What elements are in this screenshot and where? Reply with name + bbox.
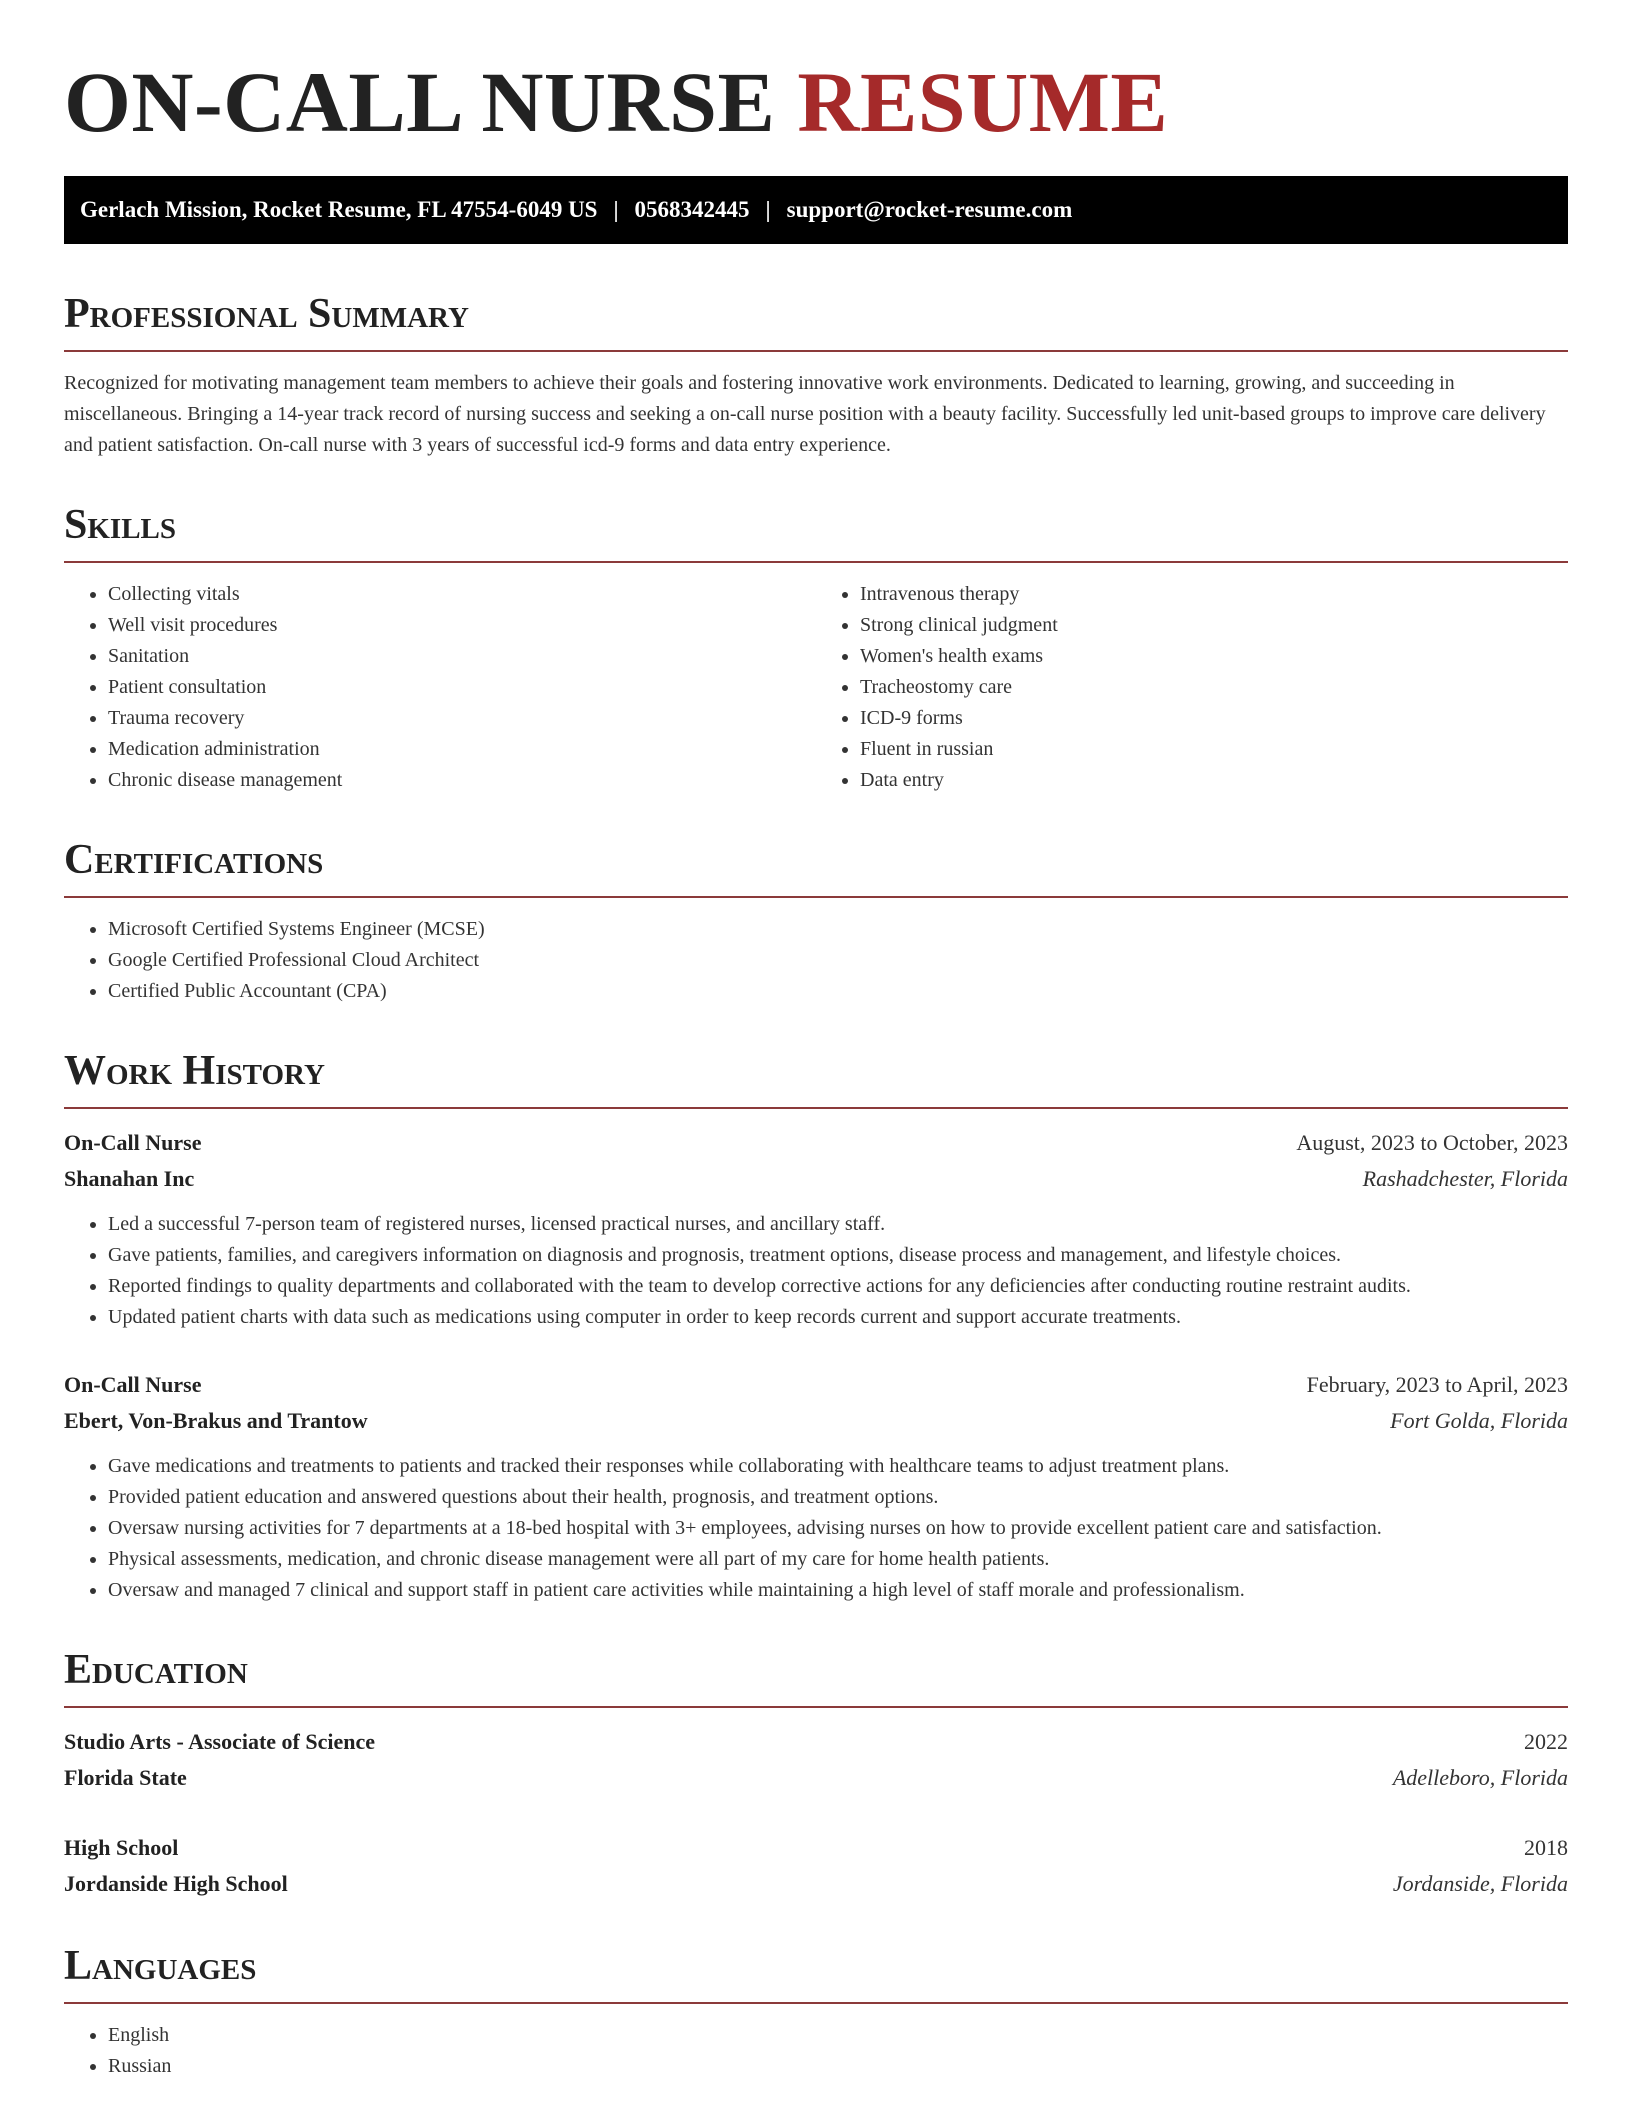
education-school: Florida State	[64, 1765, 187, 1790]
skill-item: • Fluent in russian	[860, 734, 1568, 765]
languages-list	[64, 2020, 1568, 2082]
contact-email: support@rocket-resume.com	[786, 197, 1073, 222]
job-bullet: • Gave patients, families, and caregivers information on diagnosis and prognosis, treatment options, disease process and management, and lifestyle choices.	[108, 1240, 1568, 1271]
job-bullet: • Oversaw nursing activities for 7 departments at a 18-bed hospital with 3+ employees, advising nurses on how to provide excellent patient care and satisfaction.	[108, 1513, 1568, 1544]
education-heading: Education	[64, 1646, 1568, 1708]
skills-grid	[64, 563, 1568, 796]
job-bullet: • Provided patient education and answered questions about their health, prognosis, and treatment options.	[108, 1482, 1568, 1513]
education-degree: High School	[64, 1835, 179, 1860]
education-degree-row	[64, 1724, 1568, 1760]
skill-item: • Data entry	[860, 765, 1568, 796]
skill-item: • Intravenous therapy	[860, 579, 1568, 610]
certification-item: • Certified Public Accountant (CPA)	[108, 976, 1568, 1007]
summary-heading: Professional Summary	[64, 290, 1568, 352]
summary-text: Recognized for motivating management team members to achieve their goals and fostering innovative work environments. Dedicated to learning, growing, and succeeding in miscellaneous. Bringing a 14-year track record of nursing success and seeking a on-call nurse position with a beauty facility. Successfully led unit-based groups to improve care delivery and patient satisfaction. On-call nurse with 3 years of successful icd-9 forms and data entry experience.	[64, 372, 1546, 456]
skills-list-right	[816, 579, 1568, 796]
certification-item: • Google Certified Professional Cloud Architect	[108, 945, 1568, 976]
job-bullet: • Updated patient charts with data such as medications using computer in order to keep records current and support accurate treatments.	[108, 1302, 1568, 1333]
job-header-row	[64, 1125, 1568, 1161]
skills-section	[64, 501, 1568, 796]
education-degree: Studio Arts - Associate of Science	[64, 1729, 376, 1754]
skill-item: • Medication administration	[108, 734, 816, 765]
skill-item: • Well visit procedures	[108, 610, 816, 641]
certifications-list	[64, 914, 1568, 1007]
education-year: 2018	[1524, 1835, 1568, 1860]
education-school-row	[64, 1866, 1568, 1902]
job-company-row	[64, 1403, 1568, 1439]
job-company-row	[64, 1161, 1568, 1197]
contact-phone: 0568342445	[634, 197, 750, 222]
job-title: On-Call Nurse	[64, 1372, 202, 1397]
skill-item: • Tracheostomy care	[860, 672, 1568, 703]
job-location: Fort Golda, Florida	[1390, 1408, 1568, 1433]
education-degree-row	[64, 1830, 1568, 1866]
title-main: ON-CALL NURSE	[64, 54, 776, 150]
contact-bar	[64, 176, 1568, 244]
skills-list-left	[64, 579, 816, 796]
job-header-row	[64, 1367, 1568, 1403]
title-accent: RESUME	[797, 54, 1169, 150]
job-company: Shanahan Inc	[64, 1166, 195, 1191]
skill-item: • Strong clinical judgment	[860, 610, 1568, 641]
language-item: • English	[108, 2020, 1568, 2051]
language-item: • Russian	[108, 2051, 1568, 2082]
education-year: 2022	[1524, 1729, 1568, 1754]
languages-heading: Languages	[64, 1942, 1568, 2004]
job-bullet: • Gave medications and treatments to patients and tracked their responses while collaborating with healthcare teams to adjust treatment plans.	[108, 1451, 1568, 1482]
education-section	[64, 1646, 1568, 1902]
resume-title	[64, 52, 1568, 152]
skill-item: • Trauma recovery	[108, 703, 816, 734]
certification-item: • Microsoft Certified Systems Engineer (MCSE)	[108, 914, 1568, 945]
job-dates: February, 2023 to April, 2023	[1306, 1372, 1568, 1397]
job-entry	[64, 1367, 1568, 1606]
skill-item: • Chronic disease management	[108, 765, 816, 796]
job-bullet: • Oversaw and managed 7 clinical and support staff in patient care activities while maintaining a high level of staff morale and professionalism.	[108, 1575, 1568, 1606]
contact-address: Gerlach Mission, Rocket Resume, FL 47554-6049 US	[80, 197, 598, 222]
skill-item: • Patient consultation	[108, 672, 816, 703]
resume-content	[64, 52, 1568, 2082]
education-location: Adelleboro, Florida	[1392, 1765, 1568, 1790]
job-bullet: • Led a successful 7-person team of registered nurses, licensed practical nurses, and ancillary staff.	[108, 1209, 1568, 1240]
job-location: Rashadchester, Florida	[1362, 1166, 1568, 1191]
certifications-section	[64, 836, 1568, 1007]
job-entry	[64, 1125, 1568, 1333]
job-company: Ebert, Von-Brakus and Trantow	[64, 1408, 368, 1433]
skill-item: • Women's health exams	[860, 641, 1568, 672]
job-dates: August, 2023 to October, 2023	[1296, 1130, 1568, 1155]
certifications-heading: Certifications	[64, 836, 1568, 898]
languages-section	[64, 1942, 1568, 2082]
job-bullet: • Reported findings to quality departments and collaborated with the team to develop corrective actions for any deficiencies after conducting routine restraint audits.	[108, 1271, 1568, 1302]
skill-item: • Collecting vitals	[108, 579, 816, 610]
skill-item: • Sanitation	[108, 641, 816, 672]
education-entry	[64, 1724, 1568, 1796]
summary-section	[64, 290, 1568, 461]
job-bullets	[64, 1209, 1568, 1333]
job-title: On-Call Nurse	[64, 1130, 202, 1155]
skills-heading: Skills	[64, 501, 1568, 563]
work-history-heading: Work History	[64, 1047, 1568, 1109]
skill-item: • ICD-9 forms	[860, 703, 1568, 734]
contact-separator: |	[613, 197, 619, 222]
education-location: Jordanside, Florida	[1392, 1871, 1568, 1896]
education-school: Jordanside High School	[64, 1871, 288, 1896]
contact-separator: |	[765, 197, 771, 222]
education-entry	[64, 1830, 1568, 1902]
work-history-section	[64, 1047, 1568, 1606]
job-bullets	[64, 1451, 1568, 1606]
education-school-row	[64, 1760, 1568, 1796]
job-bullet: • Physical assessments, medication, and chronic disease management were all part of my care for home health patients.	[108, 1544, 1568, 1575]
